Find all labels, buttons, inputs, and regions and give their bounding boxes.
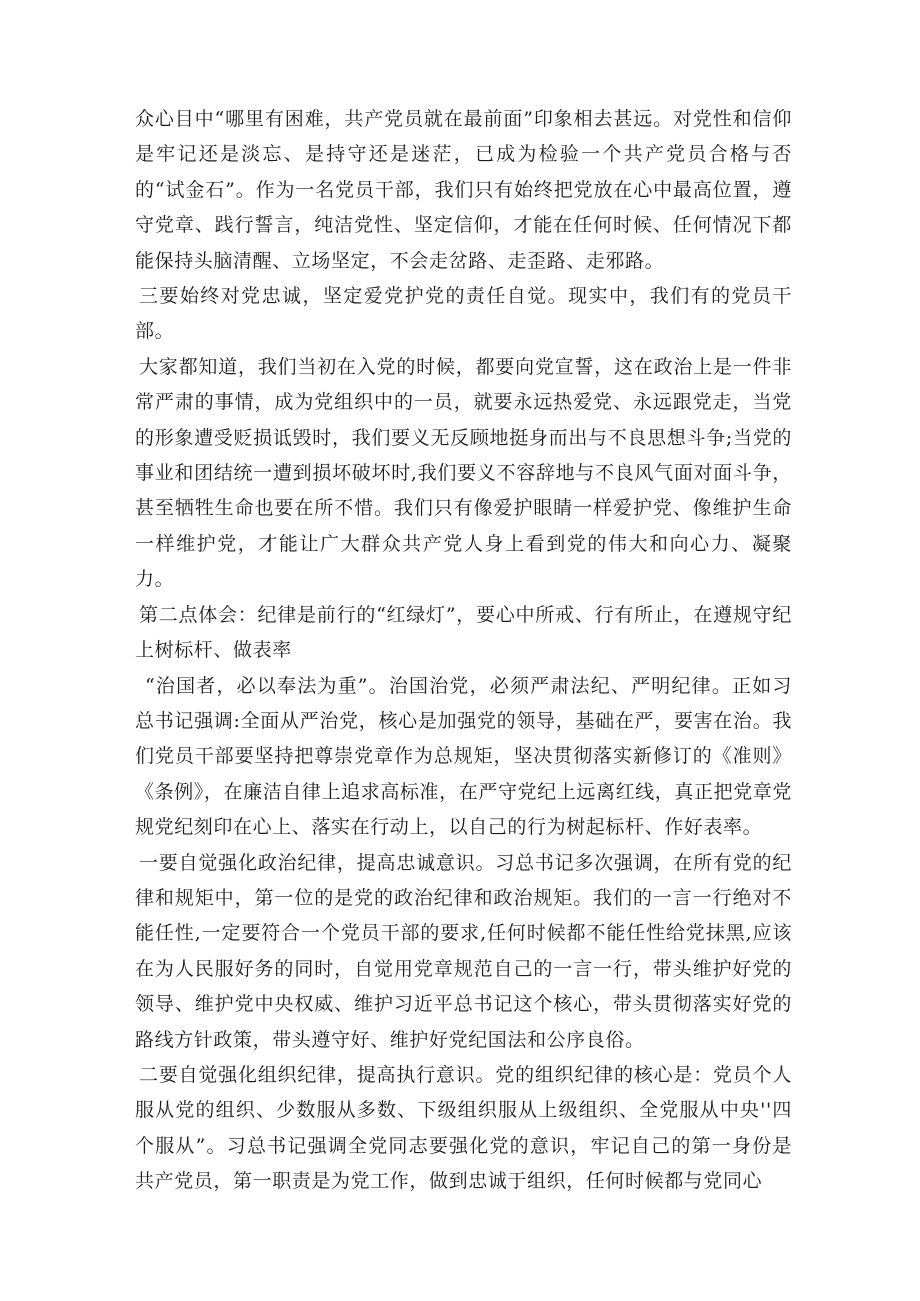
section-heading: 第二点体会：纪律是前行的“红绿灯”，要心中所戒、行有所止，在遵规守纪上树标杆、做表率 xyxy=(135,603,792,662)
paragraph-2: 三要始终对党忠诚，坚定爱党护党的责任自觉。现实中，我们有的党员干部。 xyxy=(135,285,792,343)
paragraph-4: “治国者，必以奉法为重”。治国治党，必须严肃法纪、严明纪律。正如习总书记强调:全面从严治党，核心是加强党的领导，基础在严，要害在治。我们党员干部要坚持把尊崇党章作为总规矩，坚决贯彻落实新修订的《准则》《条例》，在廉洁自律上追求高标准，在严守党纪上远离红线，真正把党章党规党纪刻印在心上、落实在行动上，以自己的行为树起标杆、作好表率。 xyxy=(135,674,792,839)
paragraph-3: 大家都知道，我们当初在入党的时候，都要向党宣誓，这在政治上是一件非常严肃的事情，成为党组织中的一员，就要永远热爱党、永远跟党走，当党的形象遭受贬损诋毁时，我们要义无反顾地挺身而出与不良思想斗争;当党的事业和团结统一遭到损坏破坏时,我们要义不容辞地与不良风气面对面斗争，甚至牺牲生命也要在所不惜。我们只有像爱护眼睛一样爱护党、像维护生命一样维护党，才能让广大群众共产党人身上看到党的伟大和向心力、凝聚力。 xyxy=(135,355,792,591)
paragraph-1: 众心目中“哪里有困难，共产党员就在最前面”印象相去甚远。对党性和信仰是牢记还是淡忘、是持守还是迷茫，已成为检验一个共产党员合格与否的“试金石”。作为一名党员干部，我们只有始终把党放在心中最高位置，遵守党章、践行誓言，纯洁党性、坚定信仰，才能在任何时候、任何情况下都能保持头脑清醒、立场坚定，不会走岔路、走歪路、走邪路。 xyxy=(135,108,792,272)
paragraph-5: 一要自觉强化政治纪律，提高忠诚意识。习总书记多次强调，在所有党的纪律和规矩中，第一位的是党的政治纪律和政治规矩。我们的一言一行绝对不能任性,一定要符合一个党员干部的要求,任何时候都不能任性给党抹黑,应该在为人民服好务的同时，自觉用党章规范自己的一言一行，带头维护好党的领导、维护党中央权威、维护习近平总书记这个核心，带头贯彻落实好党的路线方针政策，带头遵守好、维护好党纪国法和公序良俗。 xyxy=(135,851,792,1051)
paragraph-6: 二要自觉强化组织纪律，提高执行意识。党的组织纪律的核心是：党员个人服从党的组织、少数服从多数、下级组织服从上级组织、全党服从中央''四个服从”。习总书记强调全党同志要强化党的意识，牢记自己的第一身份是共产党员，第一职责是为党工作，做到忠诚于组织，任何时候都与党同心 xyxy=(135,1063,792,1193)
